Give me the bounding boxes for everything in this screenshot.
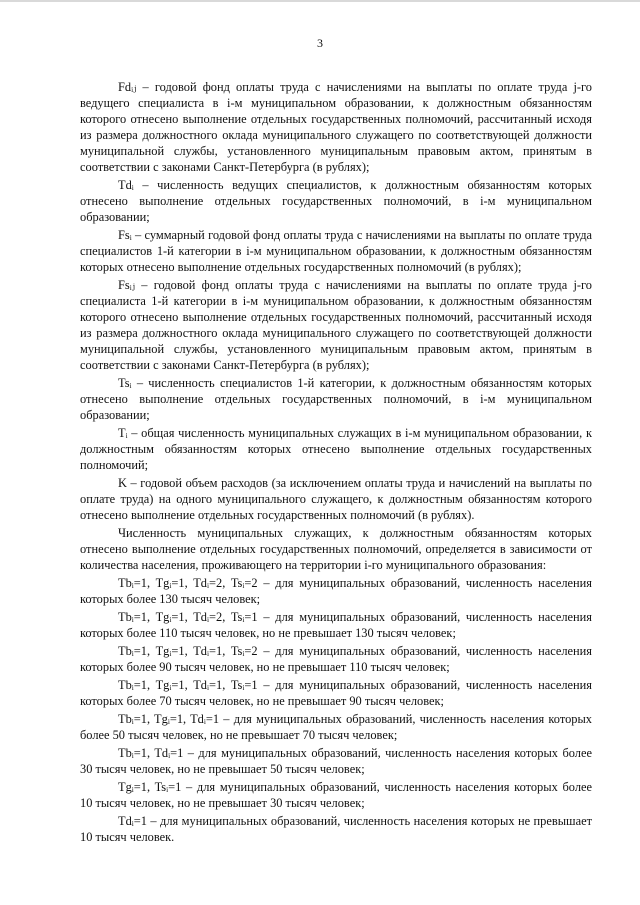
rule-90k-110k: Tbᵢ=1, Tgᵢ=1, Tdᵢ=1, Tsᵢ=2 – для муниципальных образований, численность населения которых более 90 тысяч человек, но не превышает 110 тысяч человек; [80,644,592,674]
page-number: 3 [317,36,323,50]
scan-top-edge [0,0,640,2]
rule-10k-30k: Tgᵢ=1, Tsᵢ=1 – для муниципальных образований, численность населения которых более 10 тысяч человек, но не превышает 30 тысяч человек; [80,780,592,810]
paragraph-ti: Tᵢ – общая численность муниципальных служащих в i-м муниципальном образовании, к должностным обязанностям которых отнесено выполнение отдельных государственных полномочий; [80,426,592,472]
paragraph-tdi: Tdᵢ – численность ведущих специалистов, к должностным обязанностям которых отнесено выполнение отдельных государственных полномочий, в i-м муниципальном образовании; [80,178,592,224]
paragraph-fdij: Fdᵢⱼ – годовой фонд оплаты труда с начислениями на выплаты по оплате труда j-го ведущего специалиста в i-м муниципальном образовании, к должностным обязанностям которого отнесено выполнение отдельных государственных полномочий, рассчитанный исходя из размера должностного оклада муниципального служащего по соответствующей должности муниципальной службы, установленного муниципальным правовым актом, принятым в соответствии с законами Санкт-Петербурга (в рублях); [80,80,592,174]
rule-30k-50k: Tbᵢ=1, Tdᵢ=1 – для муниципальных образований, численность населения которых более 30 тысяч человек, но не превышает 50 тысяч человек; [80,746,592,776]
rule-110k-130k: Tbᵢ=1, Tgᵢ=1, Tdᵢ=2, Tsᵢ=1 – для муниципальных образований, численность населения которых более 110 тысяч человек, но не превышает 130 тысяч человек; [80,610,592,640]
paragraph-fsi: Fsᵢ – суммарный годовой фонд оплаты труда с начислениями на выплаты по оплате труда специалистов 1-й категории в i-м муниципальном образовании, к должностным обязанностям которых отнесено выполнение отдельных государственных полномочий (в рублях); [80,228,592,274]
paragraph-fsij: Fsᵢⱼ – годовой фонд оплаты труда с начислениями на выплаты по оплате труда j-го специалиста 1-й категории в i-м муниципальном образовании, к должностным обязанностям которого отнесено выполнение отдельных государственных полномочий, рассчитанный исходя из размера должностного оклада муниципального служащего по соответствующей должности муниципальной службы, установленного муниципальным правовым актом, принятым в соответствии с законами Санкт-Петербурга (в рублях); [80,278,592,372]
paragraph-headcount-intro: Численность муниципальных служащих, к должностным обязанностям которых отнесено выполнение отдельных государственных полномочий, определяется в зависимости от количества населения, проживающего на территории i-го муниципального образования: [80,526,592,572]
rule-over-130k: Tbᵢ=1, Tgᵢ=1, Tdᵢ=2, Tsᵢ=2 – для муниципальных образований, численность населения которых более 130 тысяч человек; [80,576,592,606]
rule-under-10k: Tdᵢ=1 – для муниципальных образований, численность населения которых не превышает 10 тысяч человек. [80,814,592,844]
document-body [80,79,592,847]
rule-50k-70k: Tbᵢ=1, Tgᵢ=1, Tdᵢ=1 – для муниципальных образований, численность населения которых более 50 тысяч человек, но не превышает 70 тысяч человек; [80,712,592,742]
paragraph-tsi: Tsᵢ – численность специалистов 1-й категории, к должностным обязанностям которых отнесено выполнение отдельных государственных полномочий, в i-м муниципальном образовании; [80,376,592,422]
rule-70k-90k: Tbᵢ=1, Tgᵢ=1, Tdᵢ=1, Tsᵢ=1 – для муниципальных образований, численность населения которых более 70 тысяч человек, но не превышает 90 тысяч человек; [80,678,592,708]
paragraph-k: K – годовой объем расходов (за исключением оплаты труда и начислений на выплаты по оплате труда) на одного муниципального служащего, к должностным обязанностям которого отнесено выполнение отдельных государственных полномочий (в рублях). [80,476,592,522]
